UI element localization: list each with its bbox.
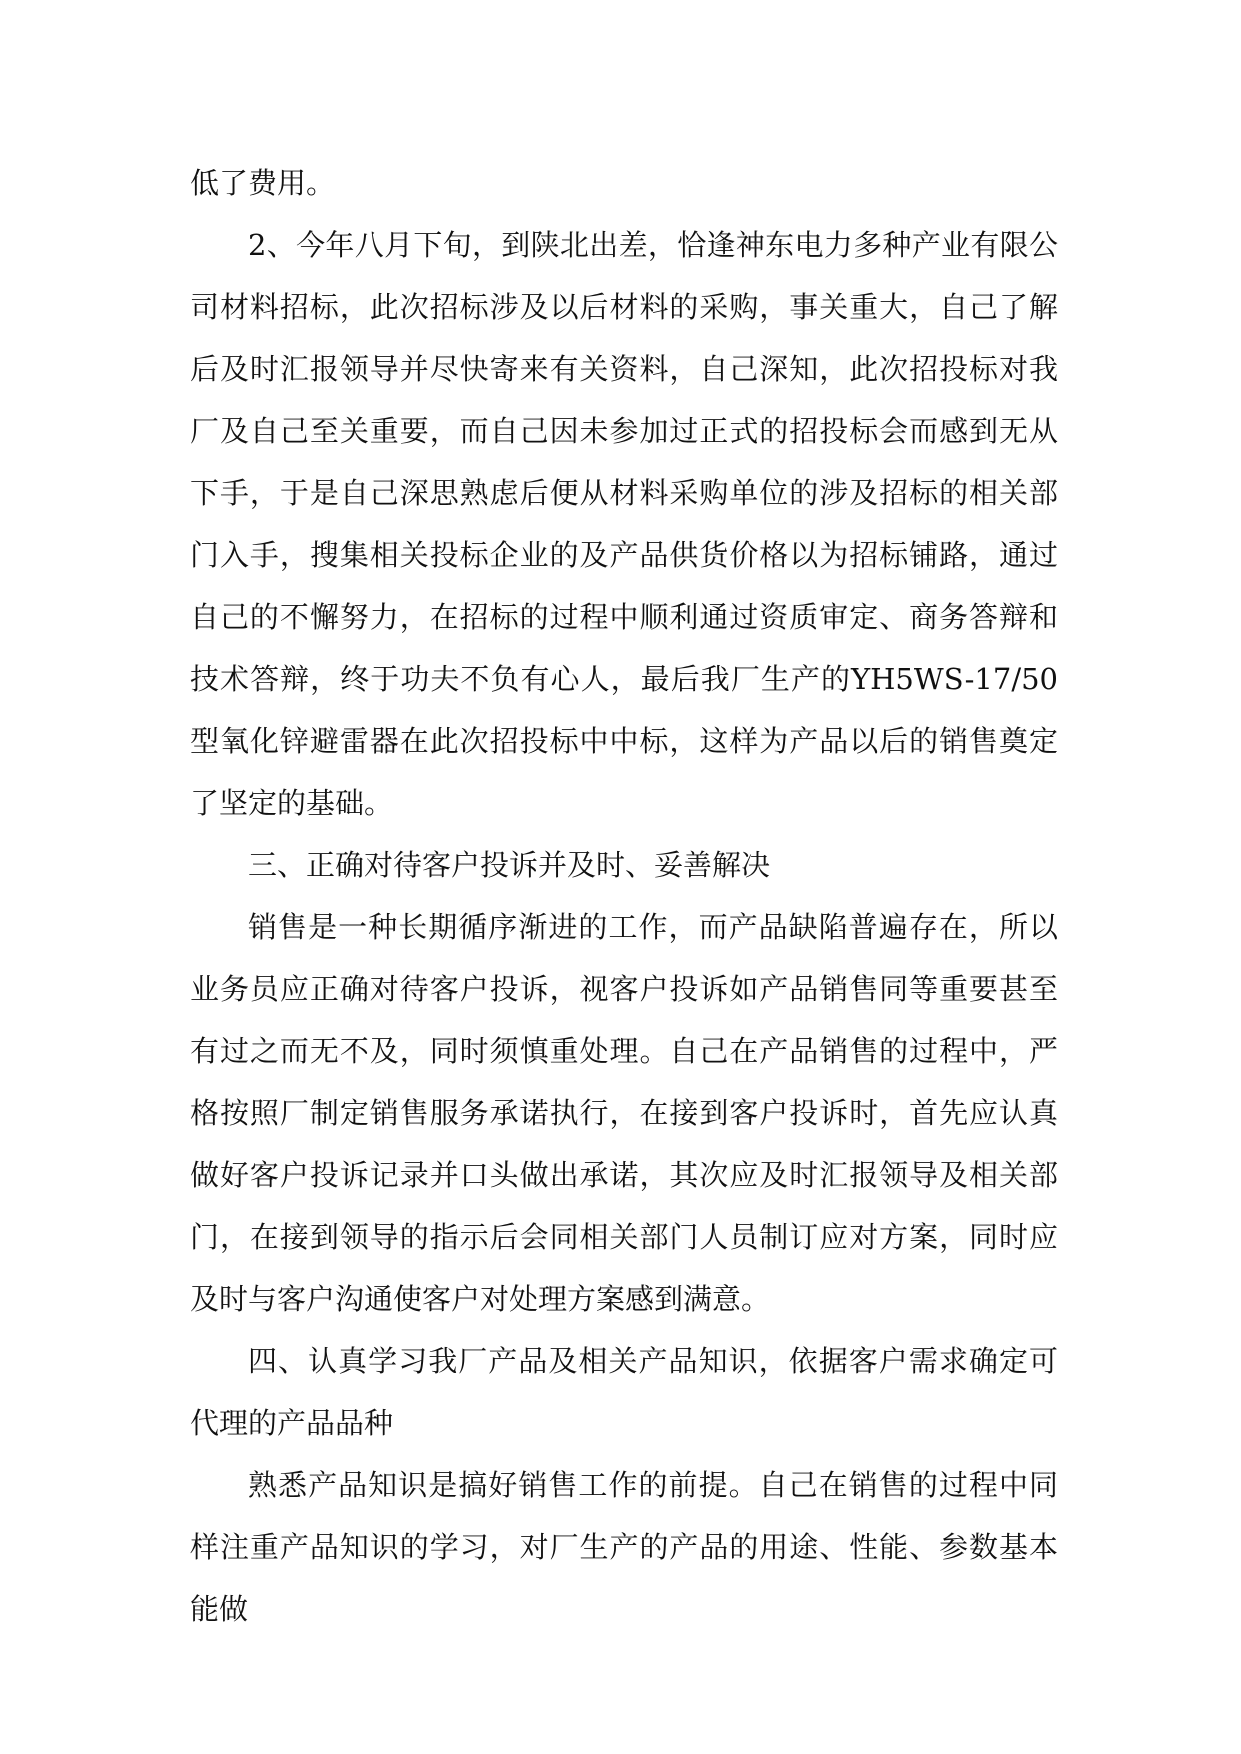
section-heading-complaints: 三、正确对待客户投诉并及时、妥善解决 [248,848,771,882]
paragraph-continuation: 低了费用。 [190,166,336,200]
section-heading-product-knowledge: 四、认真学习我厂产品及相关产品知识，依据客户需求确定可代理的产品品种 [190,1344,1058,1440]
paragraph-complaints: 销售是一种长期循序渐进的工作，而产品缺陷普遍存在，所以业务员应正确对待客户投诉，视客户投诉如产品销售同等重要甚至有过之而无不及，同时须慎重处理。自己在产品销售的过程中，严格按照厂制定销售服务承诺执行，在接到客户投诉时，首先应认真做好客户投诉记录并口头做出承诺，其次应及时汇报领导及相关部门，在接到领导的指示后会同相关部门人员制订应对方案，同时应及时与客户沟通使客户对处理方案感到满意。 [190,910,1058,1316]
paragraph-product-knowledge: 熟悉产品知识是搞好销售工作的前提。自己在销售的过程中同样注重产品知识的学习，对厂生产的产品的用途、性能、参数基本能做 [190,1468,1058,1626]
document-body [190,152,1058,1640]
paragraph-tender: 2、今年八月下旬，到陕北出差，恰逢神东电力多种产业有限公司材料招标，此次招标涉及以后材料的采购，事关重大，自己了解后及时汇报领导并尽快寄来有关资料，自己深知，此次招投标对我厂及自己至关重要，而自己因未参加过正式的招投标会而感到无从下手，于是自己深思熟虑后便从材料采购单位的涉及招标的相关部门入手，搜集相关投标企业的及产品供货价格以为招标铺路，通过自己的不懈努力，在招标的过程中顺利通过资质审定、商务答辩和技术答辩，终于功夫不负有心人，最后我厂生产的YH5WS-17/50型氧化锌避雷器在此次招投标中中标，这样为产品以后的销售奠定了坚定的基础。 [190,228,1058,820]
